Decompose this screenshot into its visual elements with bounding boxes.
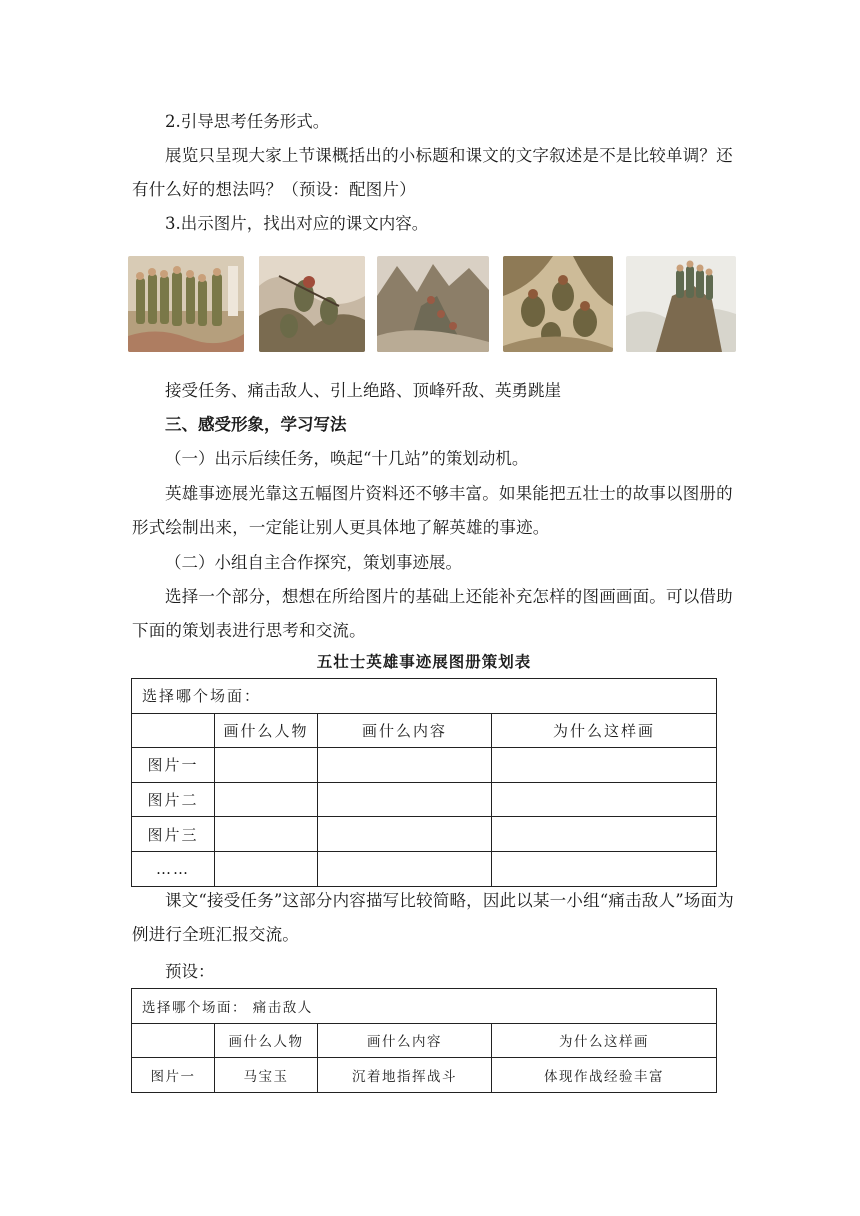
table-cell: 沉着地指挥战斗 <box>318 1058 492 1093</box>
table-row <box>132 1058 717 1093</box>
table-row <box>132 851 717 886</box>
header-cell: 画什么人物 <box>215 713 318 748</box>
scene-select-cell: 选择哪个场面： <box>132 679 717 714</box>
table-cell <box>215 782 318 817</box>
painting-fighting-enemy-icon <box>259 256 365 352</box>
table-cell <box>492 817 717 852</box>
table-cell <box>318 782 492 817</box>
scenes-line: 接受任务、痛击敌人、引上绝路、顶峰歼敌、英勇跳崖 <box>165 381 561 400</box>
table-cell <box>215 851 318 886</box>
header-cell: 画什么人物 <box>215 1023 318 1058</box>
row-label-cell: 图片一 <box>132 748 215 783</box>
part1-body: 英雄事迹展光靠这五幅图片资料还不够丰富。如果能把五壮士的故事以图册的形式绘制出来，一定能让别人更具体地了解英雄的事迹。 <box>132 484 733 537</box>
picture-strip <box>128 256 738 354</box>
scene-select-cell: 选择哪个场面： 痛击敌人 <box>132 989 717 1024</box>
preset-label: 预设： <box>165 962 215 981</box>
header-cell: 画什么内容 <box>318 713 492 748</box>
row-label-cell: 图片三 <box>132 817 215 852</box>
header-cell <box>132 713 215 748</box>
table-cell <box>492 748 717 783</box>
part2-heading: （二）小组自主合作探究，策划事迹展。 <box>165 553 462 572</box>
painting-peak-battle-icon <box>503 256 613 352</box>
table-cell <box>492 851 717 886</box>
table-cell <box>215 817 318 852</box>
step3-heading: 3.出示图片，找出对应的课文内容。 <box>165 214 429 233</box>
header-cell: 为什么这样画 <box>492 713 717 748</box>
table-cell: 马宝玉 <box>215 1058 318 1093</box>
table-row <box>132 748 717 783</box>
step2-body: 展览只呈现大家上节课概括出的小标题和课文的文字叙述是不是比较单调？还有什么好的想法吗？（预设：配图片） <box>132 146 733 199</box>
table-row <box>132 782 717 817</box>
preset-table <box>131 988 717 1093</box>
painting-soldiers-receiving-task-icon <box>128 256 244 352</box>
part2-body: 选择一个部分，想想在所给图片的基础上还能补充怎样的图画画面。可以借助下面的策划表进行思考和交流。 <box>132 587 733 640</box>
row-label-cell: 图片一 <box>132 1058 215 1093</box>
table-cell <box>318 748 492 783</box>
table-cell <box>215 748 318 783</box>
row-label-cell: 图片二 <box>132 782 215 817</box>
table-cell <box>318 851 492 886</box>
header-cell <box>132 1023 215 1058</box>
table-cell <box>318 817 492 852</box>
painting-heroic-jump-icon <box>626 256 736 352</box>
header-cell: 为什么这样画 <box>492 1023 717 1058</box>
section3-heading: 三、感受形象，学习写法 <box>165 415 347 434</box>
step2-heading: 2.引导思考任务形式。 <box>165 112 330 131</box>
painting-leading-to-cliff-icon <box>377 256 489 352</box>
table-caption: 五壮士英雄事迹展图册策划表 <box>316 652 532 671</box>
table-header-row <box>132 1023 717 1058</box>
table-cell: 体现作战经验丰富 <box>492 1058 717 1093</box>
table-header-row <box>132 713 717 748</box>
planning-table <box>131 678 717 887</box>
header-cell: 画什么内容 <box>318 1023 492 1058</box>
table-cell <box>492 782 717 817</box>
part1-heading: （一）出示后续任务，唤起“十几站”的策划动机。 <box>165 449 529 468</box>
row-label-cell: …… <box>132 851 215 886</box>
after-table-paragraph: 课文“接受任务”这部分内容描写比较简略，因此以某一小组“痛击敌人”场面为例进行全班汇报交流。 <box>132 891 734 944</box>
table-row <box>132 817 717 852</box>
